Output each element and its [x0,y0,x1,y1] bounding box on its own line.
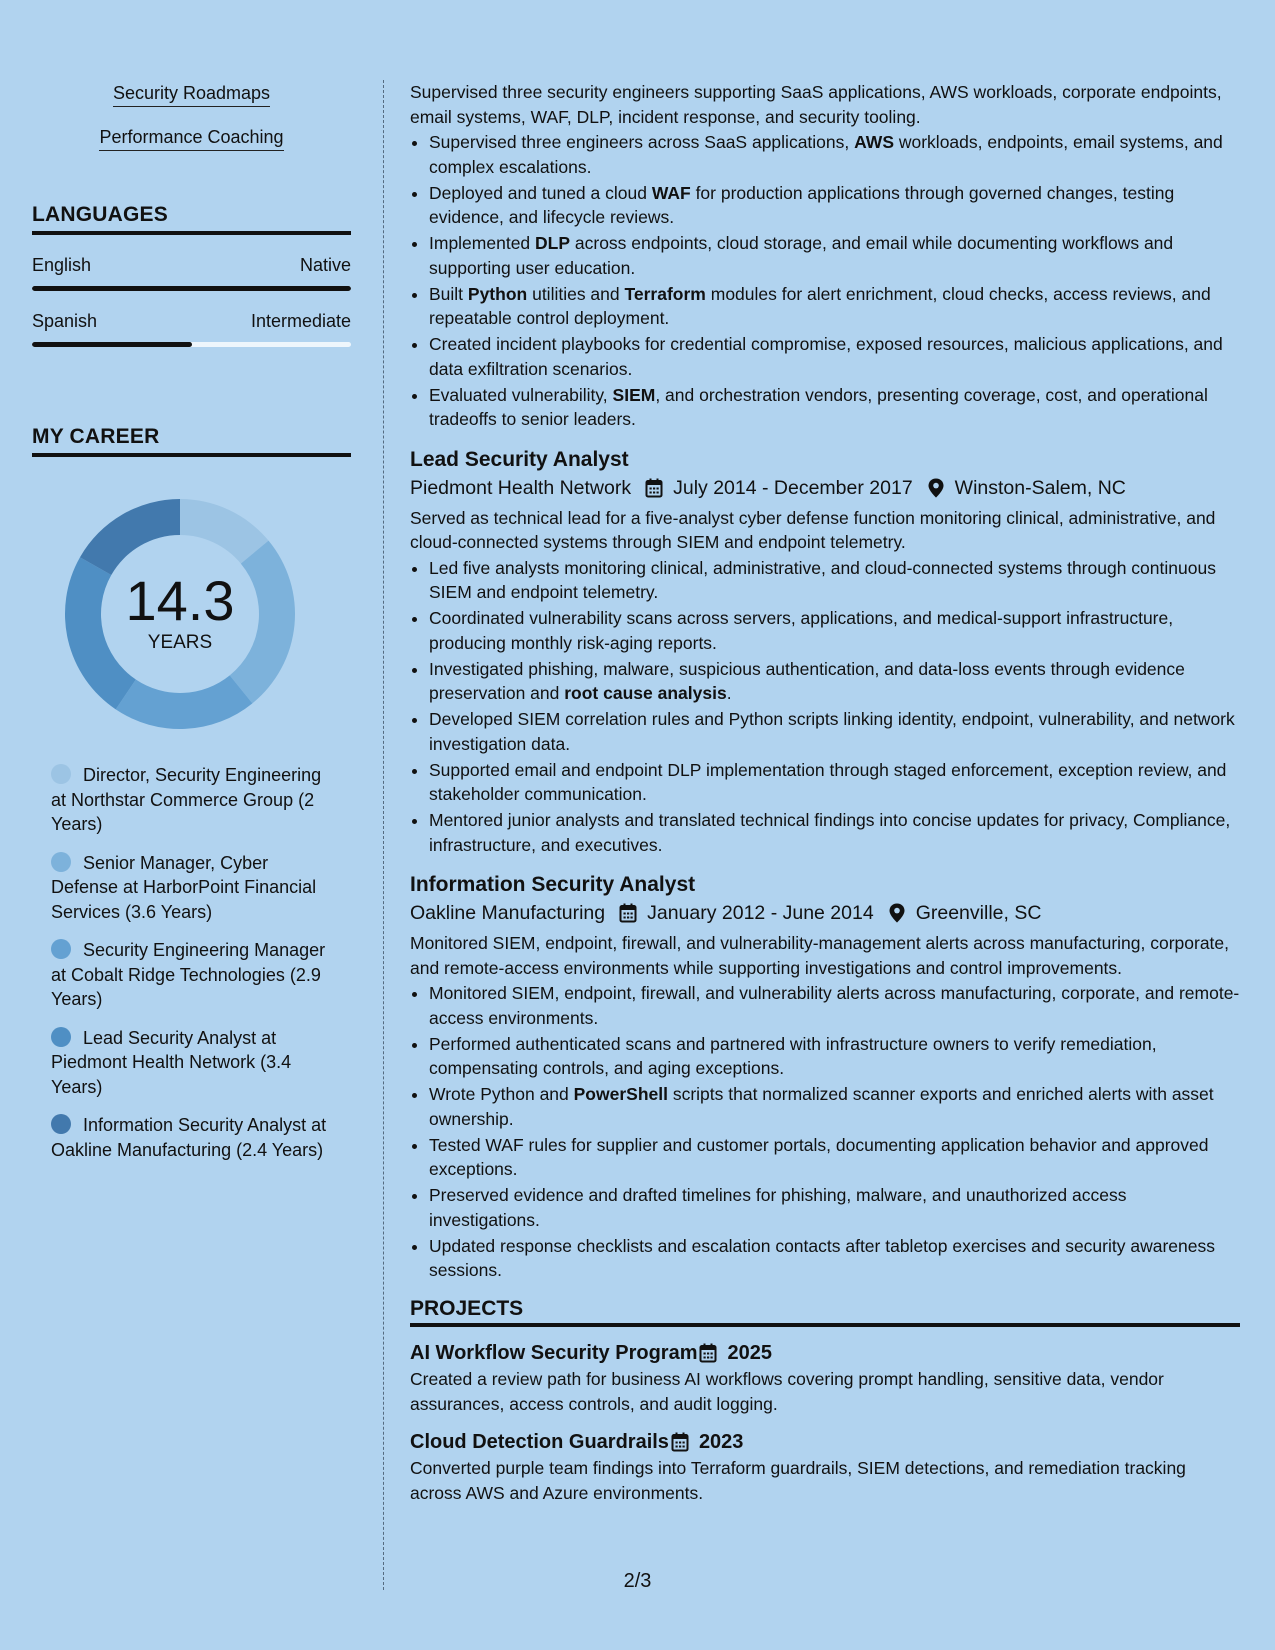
job-bullets [410,130,1240,432]
bold-keyword: PowerShell [573,1084,668,1104]
career-legend [51,763,331,1162]
bullet-item: • Coordinated vulnerability scans across servers, applications, and medical-support infrastructure, producing monthly risk-aging reports. [429,606,1240,655]
experience-entry [410,80,1240,432]
language-proficiency-fill [32,286,351,291]
language-proficiency-fill [32,342,192,347]
job-title: Lead Security Analyst [410,447,629,471]
language-level: Intermediate [250,311,351,331]
project-description: Created a review path for business AI workflows covering prompt handling, sensitive data, vendor assurances, access controls, and audit logging. [410,1369,1164,1414]
company-name: Piedmont Health Network [410,476,632,499]
legend-dot [51,1114,71,1134]
job-meta [410,474,1240,502]
career-legend-item [51,851,331,925]
legend-dot [51,1027,71,1047]
left-column [32,82,351,1176]
bullet-item: • Implemented DLP across endpoints, cloud storage, and email while documenting workflows and supporting user education. [429,231,1240,280]
project-entry [410,1428,1240,1505]
right-column [410,80,1240,1505]
job-title: Information Security Analyst [410,873,696,896]
legend-label: Senior Manager, Cyber Defense at HarborPoint Financial Services (3.6 Years) [51,852,317,922]
bullet-item: • Evaluated vulnerability, SIEM, and orchestration vendors, presenting coverage, cost, and operational tradeoffs to senior leaders. [429,383,1240,432]
legend-label: Lead Security Analyst at Piedmont Health Network (3.4 Years) [51,1027,292,1097]
legend-dot [51,764,71,784]
bullet-item: • Performed authenticated scans and partnered with infrastructure owners to verify remediation, compensating controls, and aging exceptions. [429,1032,1240,1081]
bullet-item: • Preserved evidence and drafted timelines for phishing, malware, and unauthorized access investigations. [429,1183,1240,1232]
bold-keyword: root cause analysis [564,683,727,703]
column-divider [383,80,384,1590]
bold-keyword: Terraform [624,283,706,304]
bullet-item: • Deployed and tuned a cloud WAF for production applications through governed changes, testing evidence, and lifecycle reviews. [429,181,1240,230]
bullet-item: • Built Python utilities and Terraform modules for alert enrichment, cloud checks, access reviews, and repeatable control deployment. [429,282,1240,331]
bold-keyword: DLP [535,233,571,253]
job-location: Winston-Salem, NC [954,476,1126,499]
languages-heading: LANGUAGES [32,203,351,235]
project-name: AI Workflow Security Program [410,1342,698,1364]
project-year: 2023 [698,1431,744,1453]
project-name: Cloud Detection Guardrails [410,1431,669,1453]
project-description: Converted purple team findings into Terraform guardrails, SIEM detections, and remediation tracking across AWS and Azure environments. [410,1458,1186,1503]
bold-keyword: Python [467,283,528,304]
job-bullets [410,556,1240,858]
job-location: Greenville, SC [915,902,1042,924]
legend-label: Information Security Analyst at Oakline Manufacturing (2.4 Years) [51,1115,327,1160]
calendar-icon [671,1432,689,1452]
page-number: 2/3 [623,1570,652,1592]
bold-keyword: AWS [854,132,894,152]
project-entry [410,1339,1240,1416]
bullet-item: • Updated response checklists and escalation contacts after tabletop exercises and security awareness sessions. [429,1234,1240,1283]
project-year: 2025 [727,1342,772,1364]
career-legend-item [51,763,331,837]
project-title [410,1339,1240,1367]
bullet-item: • Led five analysts monitoring clinical, administrative, and cloud-connected systems through continuous SIEM and endpoint telemetry. [429,556,1240,605]
career-legend-item [51,938,331,1012]
bullet-item: • Tested WAF rules for supplier and customer portals, documenting application behavior and approved exceptions. [429,1133,1240,1182]
bold-keyword: WAF [651,182,691,203]
skill-tag: Security Roadmaps [113,82,270,107]
career-donut-chart [65,499,295,729]
calendar-icon [645,478,663,498]
job-meta [410,899,1240,927]
job-summary: Served as technical lead for a five-analyst cyber defense function monitoring clinical, administrative, and cloud-connected systems through SIEM and endpoint telemetry. [410,507,1216,552]
skill-tag: Performance Coaching [99,126,283,151]
career-total-years: 14.3 [125,569,235,632]
bold-keyword: SIEM [612,384,656,405]
language-level: Native [299,255,351,275]
language-spanish [32,311,351,347]
language-name: English [32,255,92,275]
company-name: Oakline Manufacturing [410,902,606,924]
legend-dot [51,939,71,959]
language-proficiency-bar [32,286,351,291]
map-pin-icon [888,903,906,923]
career-heading: MY CAREER [32,425,351,457]
legend-label: Security Engineering Manager at Cobalt Ridge Technologies (2.9 Years) [51,940,326,1009]
job-dates: July 2014 - December 2017 [673,476,913,499]
job-summary: Monitored SIEM, endpoint, firewall, and vulnerability-management alerts across manufacturing, corporate, and remote-access environments while supporting investigations and control improvements. [410,933,1230,978]
job-bullets [410,981,1240,1283]
bullet-item: • Supported email and endpoint DLP implementation through staged enforcement, exception review, and stakeholder communication. [429,758,1240,807]
career-legend-item [51,1113,331,1162]
bullet-item: • Supervised three engineers across SaaS applications, AWS workloads, endpoints, email systems, and complex escalations. [429,130,1240,179]
legend-dot [51,852,71,872]
experience-entry [410,446,1240,858]
bullet-item: • Wrote Python and PowerShell scripts that normalized scanner exports and enriched alerts with asset ownership. [429,1082,1240,1131]
job-summary: Supervised three security engineers supporting SaaS applications, AWS workloads, corporate endpoints, email systems, WAF, DLP, incident response, and security tooling. [410,82,1222,127]
calendar-icon [699,1343,717,1363]
calendar-icon [619,903,637,923]
bullet-item: • Monitored SIEM, endpoint, firewall, and vulnerability alerts across manufacturing, corporate, and remote-access environments. [429,981,1240,1030]
language-name: Spanish [32,311,98,331]
bullet-item: • Investigated phishing, malware, suspicious authentication, and data-loss events through evidence preservation and root cause analysis. [429,657,1240,706]
career-total-unit: YEARS [147,632,213,653]
job-dates: January 2012 - June 2014 [647,902,874,924]
map-pin-icon [927,478,945,498]
experience-entry [410,871,1240,1283]
project-title [410,1428,1240,1456]
legend-label: Director, Security Engineering at Northstar Commerce Group (2 Years) [51,765,322,834]
bullet-item: • Mentored junior analysts and translated technical findings into concise updates for privacy, Compliance, infrastructure, and executives. [429,808,1240,857]
bullet-item: • Developed SIEM correlation rules and Python scripts linking identity, endpoint, vulnerability, and network investigation data. [429,707,1240,756]
career-legend-item [51,1026,331,1100]
language-english [32,255,351,291]
bullet-item: • Created incident playbooks for credential compromise, exposed resources, malicious applications, and data exfiltration scenarios. [429,332,1240,381]
projects-heading: PROJECTS [410,1297,1240,1328]
language-proficiency-bar [32,342,351,347]
